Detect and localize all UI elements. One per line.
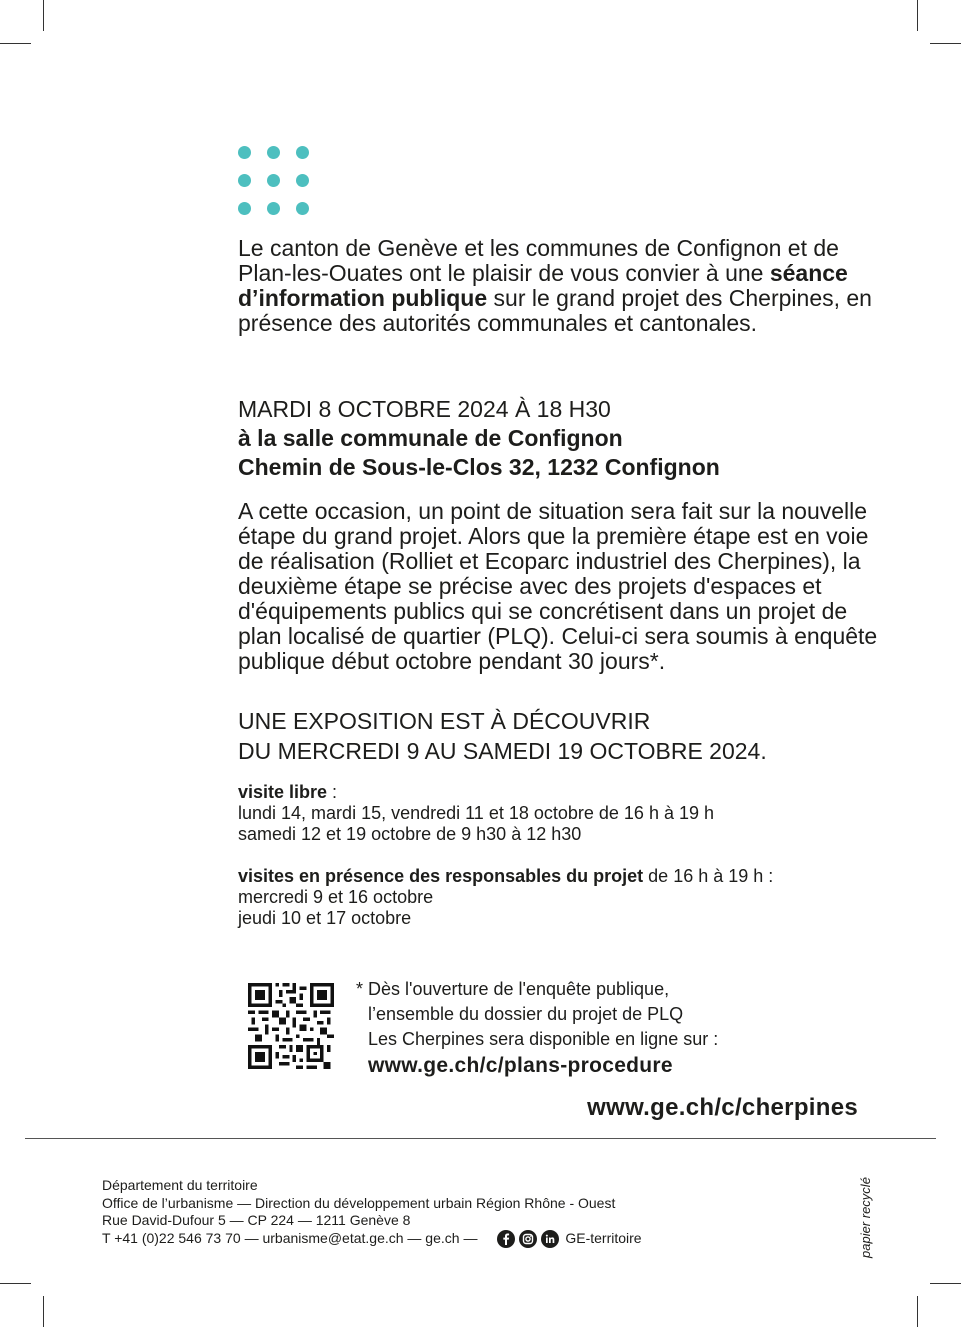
crop-mark <box>43 0 44 31</box>
crop-mark <box>930 1283 961 1284</box>
event-block <box>238 395 720 482</box>
footer-line: Rue David-Dufour 5 — CP 224 — 1211 Genève 8 <box>102 1212 411 1228</box>
situation-paragraph: A cette occasion, un point de situation sera fait sur la nouvelle étape du grand projet. Alors que la première étape est en voie de réalisation (Rolliet et Ecoparc industriel des Cherpines), la deuxième étape se précise avec des projets d'espaces et d'équipements publics qui se concrétisent dans un projet de plan localisé de quartier (PLQ). Celui-ci sera soumis à enquête publique début octobre pendant 30 jours*. <box>238 498 878 674</box>
cherpines-link[interactable]: www.ge.ch/c/cherpines <box>587 1094 858 1121</box>
linkedin-icon[interactable] <box>541 1230 559 1248</box>
footer-line: Office de l’urbanisme — Direction du développement urbain Région Rhône - Ouest <box>102 1194 616 1211</box>
footer-line: Département du territoire <box>102 1177 258 1193</box>
visite-libre-line: samedi 12 et 19 octobre de 9 h30 à 12 h30 <box>238 824 582 844</box>
dot <box>296 174 309 187</box>
visite-libre-label: visite libre <box>238 782 328 802</box>
qr-code[interactable] <box>248 983 334 1069</box>
intro-text: Le canton de Genève et les communes de Confignon et de Plan-les-Ouates ont le plaisir de vous convier à une <box>238 235 839 286</box>
note-line: Les Cherpines sera disponible en ligne sur : <box>368 1029 719 1049</box>
online-note <box>356 977 718 1078</box>
intro-paragraph <box>238 236 878 336</box>
plans-procedure-link[interactable]: www.ge.ch/c/plans-procedure <box>368 1054 673 1077</box>
dot <box>267 174 280 187</box>
visites-responsables-line: mercredi 9 et 16 octobre <box>238 887 434 907</box>
event-address: Chemin de Sous-le-Clos 32, 1232 Confignon <box>238 454 720 480</box>
social-links <box>497 1230 641 1248</box>
event-date: MARDI 8 OCTOBRE 2024 À 18 H30 <box>238 396 611 422</box>
event-venue: à la salle communale de Confignon <box>238 425 623 451</box>
crop-mark <box>43 1296 44 1327</box>
visites-responsables-label: visites en présence des responsables du projet <box>238 866 644 886</box>
note-line: * Dès l'ouverture de l'enquête publique, <box>356 979 670 999</box>
intro-highlight: séance d’information publique <box>238 260 848 311</box>
footer-divider <box>25 1138 936 1139</box>
crop-mark <box>0 1283 31 1284</box>
social-handle: GE-territoire <box>565 1230 642 1247</box>
visite-libre-block <box>238 782 714 845</box>
dot <box>267 146 280 159</box>
dot-grid-logo <box>238 146 310 218</box>
footer-contact: T +41 (0)22 546 73 70 — urbanisme@etat.ge.ch — ge.ch — <box>102 1229 478 1246</box>
facebook-icon[interactable] <box>497 1230 515 1248</box>
dot <box>267 202 280 215</box>
visite-libre-line: lundi 14, mardi 15, vendredi 11 et 18 octobre de 16 h à 19 h <box>238 803 714 823</box>
exhibition-heading <box>238 706 767 766</box>
visites-responsables-block <box>238 866 773 929</box>
note-line: l’ensemble du dossier du projet de PLQ <box>368 1004 684 1024</box>
exhibition-line-2: DU MERCREDI 9 AU SAMEDI 19 OCTOBRE 2024. <box>238 738 767 764</box>
recycled-paper-note: papier recyclé <box>858 1177 873 1258</box>
crop-mark <box>917 0 918 31</box>
dot <box>296 146 309 159</box>
dot <box>296 202 309 215</box>
dot <box>238 174 251 187</box>
crop-mark <box>930 43 961 44</box>
intro-text-end: sur le grand projet des Cherpines, en présence des autorités communales et cantonales. <box>238 285 872 336</box>
dot <box>238 146 251 159</box>
exhibition-line-1: UNE EXPOSITION EST À DÉCOUVRIR <box>238 708 651 734</box>
footer <box>102 1177 642 1248</box>
instagram-icon[interactable] <box>519 1230 537 1248</box>
crop-mark <box>917 1296 918 1327</box>
visites-responsables-line: jeudi 10 et 17 octobre <box>238 908 412 928</box>
dot <box>238 202 251 215</box>
visites-responsables-suffix: de 16 h à 19 h : <box>643 866 774 886</box>
visite-libre-suffix: : <box>327 782 338 802</box>
crop-mark <box>0 43 31 44</box>
